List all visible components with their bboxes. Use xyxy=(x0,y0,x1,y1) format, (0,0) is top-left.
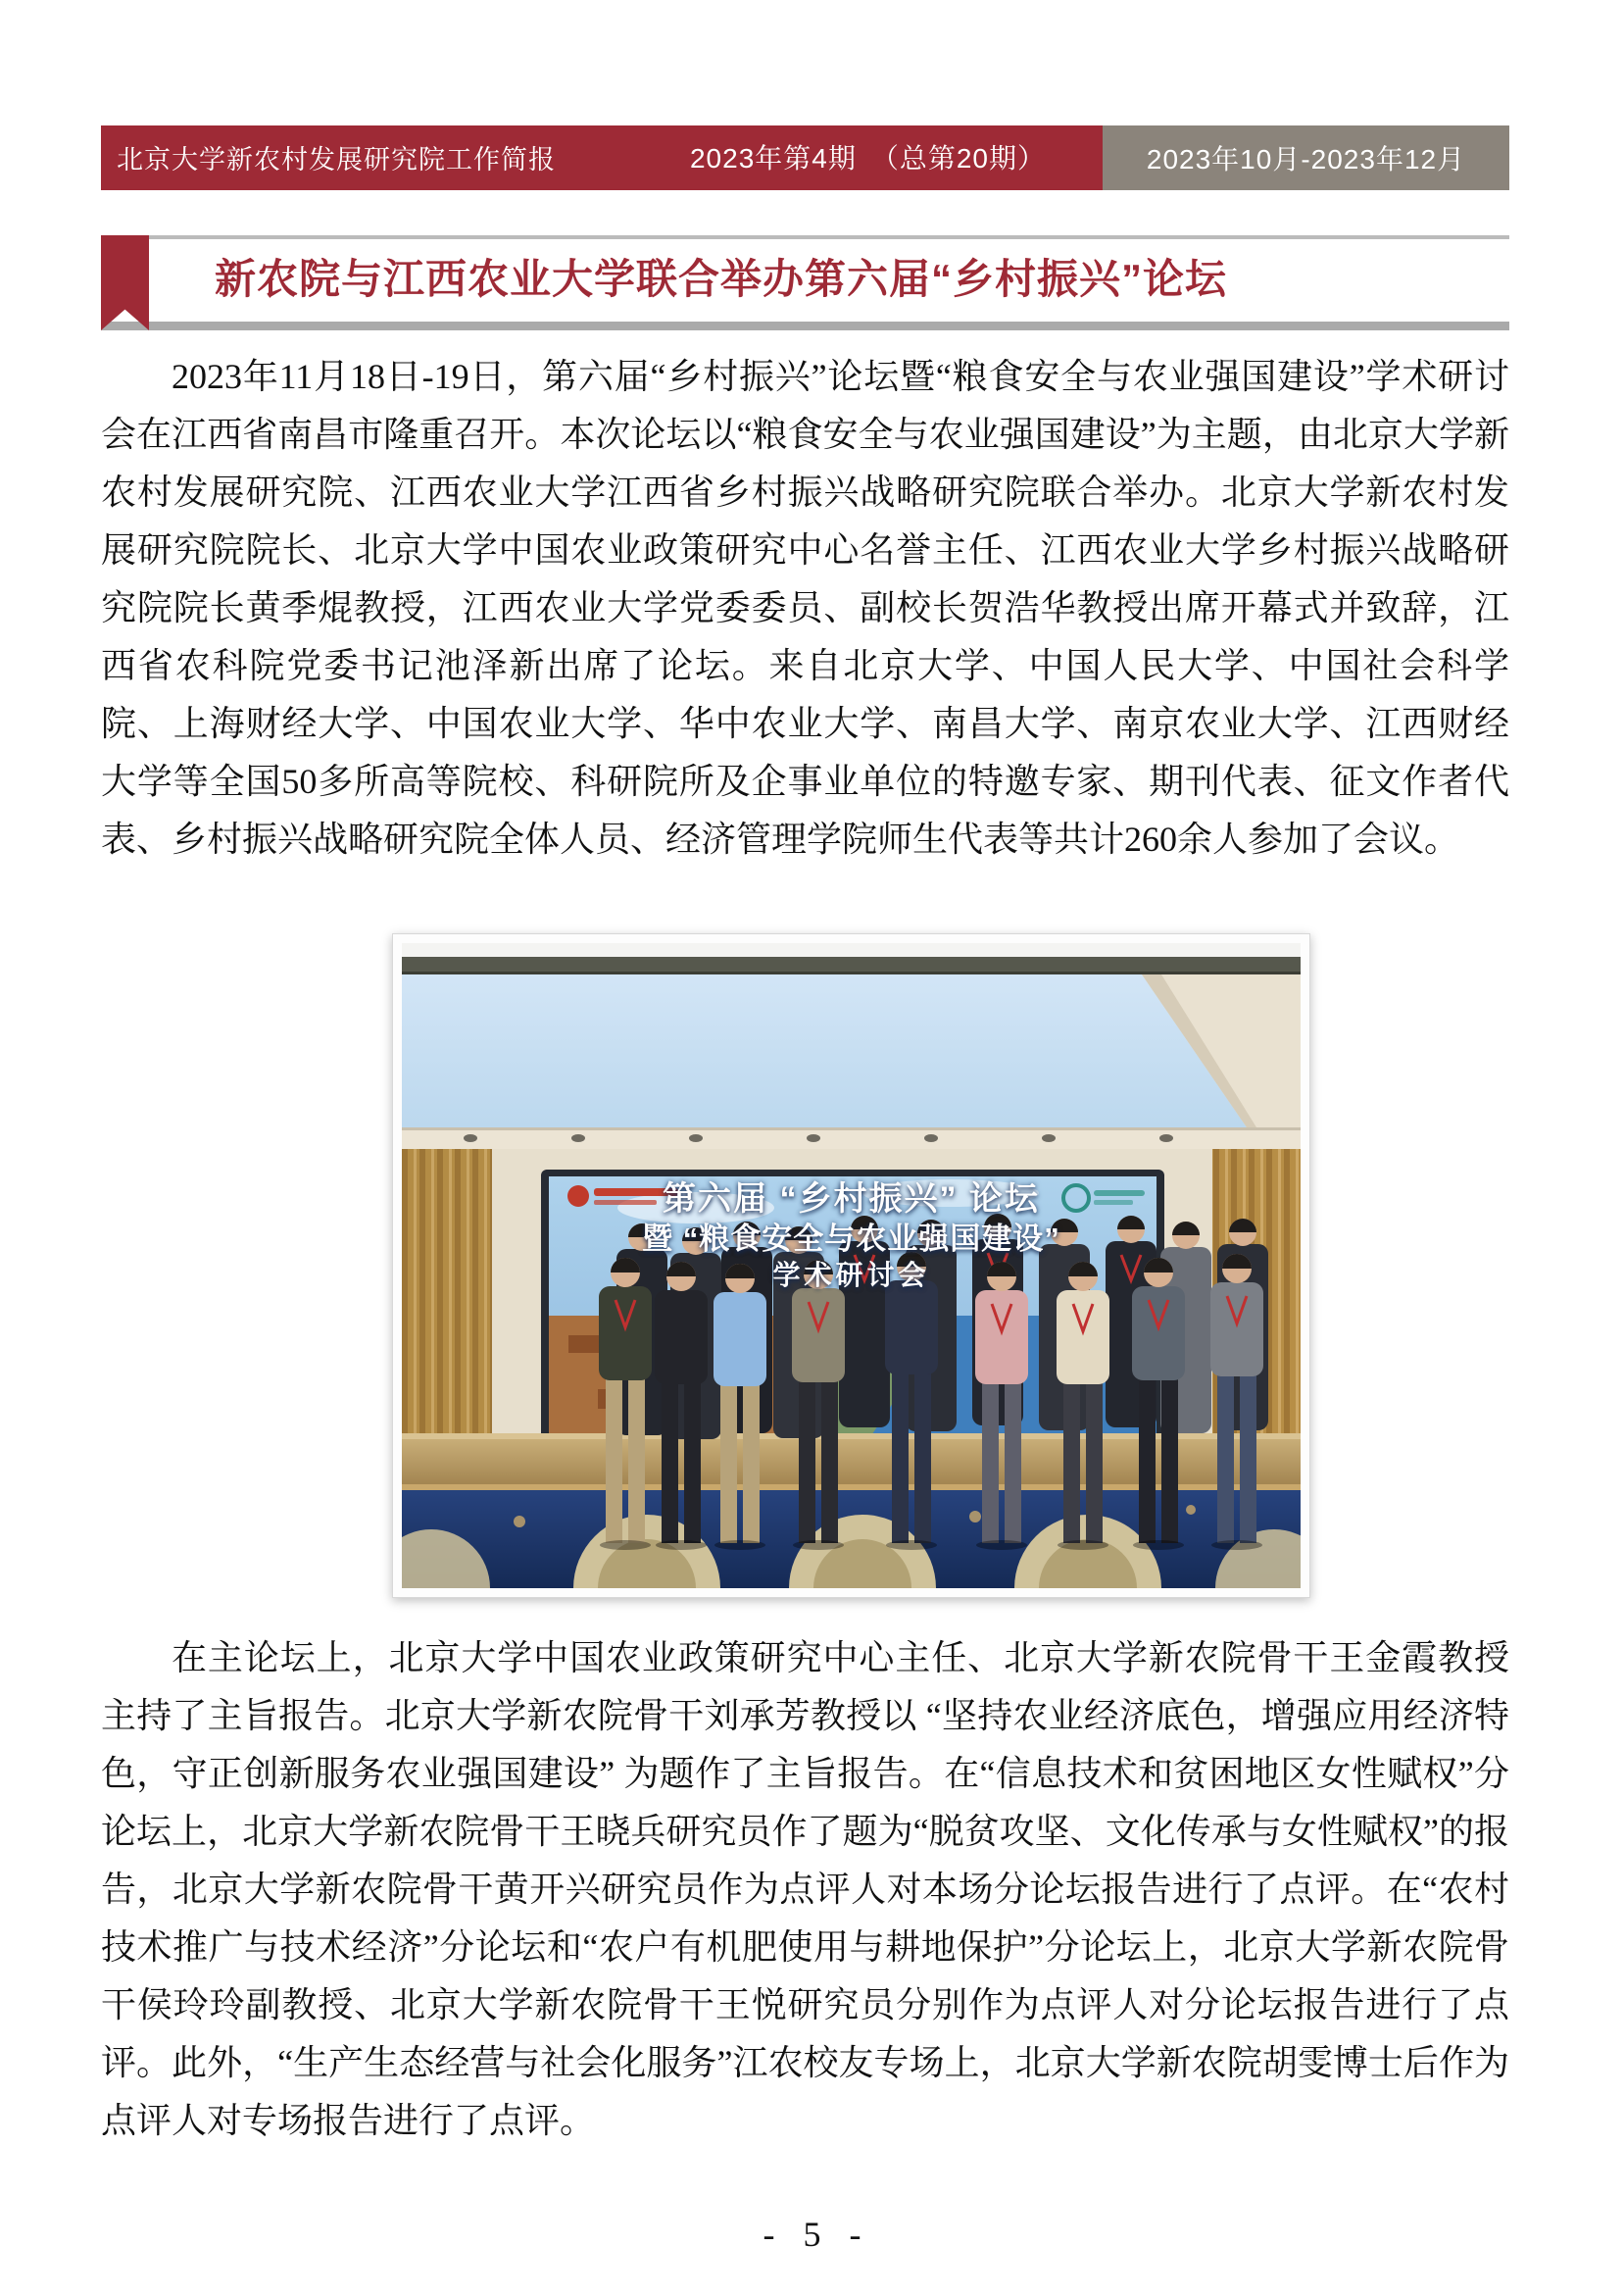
forum-group-photo xyxy=(392,933,1310,1598)
article-paragraph-2: 在主论坛上，北京大学中国农业政策研究中心主任、北京大学新农院骨干王金霞教授主持了主旨报告。北京大学新农院骨干刘承芳教授以 “坚持农业经济底色，增强应用经济特色，守正创新服务农业强国建设” 为题作了主旨报告。在“信息技术和贫困地区女性赋权”分论坛上，北京大学新农院骨干王晓兵研究员作了题为“脱贫攻坚、文化传承与女性赋权”的报告，北京大学新农院骨干黄开兴研究员作为点评人对本场分论坛报告进行了点评。在“农村技术推广与技术经济”分论坛和“农户有机肥使用与耕地保护”分论坛上，北京大学新农院骨干侯玲玲副教授、北京大学新农院骨干王悦研究员分别作为点评人对分论坛报告进行了点评。此外，“生产生态经营与社会化服务”江农校友专场上，北京大学新农院胡雯博士后作为点评人对专场报告进行了点评。 xyxy=(101,1638,1509,2140)
page-number: - 5 - xyxy=(763,2215,861,2254)
bookmark-ribbon-icon xyxy=(101,235,149,330)
header-red-band xyxy=(101,125,1103,190)
header-date-band xyxy=(1103,125,1509,190)
article-title-block xyxy=(101,235,1509,330)
photo-illustration xyxy=(402,943,1301,1588)
screen-banner-line2: 暨 “粮食安全与农业强国建设” xyxy=(642,1221,1060,1256)
article-title: 新农院与江西农业大学联合举办第六届“乡村振兴”论坛 xyxy=(215,256,1228,302)
photo-scene xyxy=(402,943,1301,1588)
title-top-rule xyxy=(111,235,1509,239)
title-bottom-rule xyxy=(101,322,1509,330)
left-curtain xyxy=(402,1149,492,1482)
date-range: 2023年10月-2023年12月 xyxy=(1146,144,1466,175)
page-header-bar xyxy=(101,125,1509,190)
screen-banner-line3: 学术研讨会 xyxy=(772,1260,930,1291)
issue-number: 2023年第4期 （总第20期） xyxy=(689,143,1046,174)
newsletter-title: 北京大学新农村发展研究院工作简报 xyxy=(117,144,556,175)
article-paragraph-1: 2023年11月18日-19日，第六届“乡村振兴”论坛暨“粮食安全与农业强国建设”学术研讨会在江西省南昌市隆重召开。本次论坛以“粮食安全与农业强国建设”为主题，由北京大学新农村发展研究院、江西农业大学江西省乡村振兴战略研究院联合举办。北京大学新农村发展研究院院长、北京大学中国农业政策研究中心名誉主任、江西农业大学乡村振兴战略研究院院长黄季焜教授，江西农业大学党委委员、副校长贺浩华教授出席开幕式并致辞，江西省农科院党委书记池泽新出席了论坛。来自北京大学、中国人民大学、中国社会科学院、上海财经大学、中国农业大学、华中农业大学、南昌大学、南京农业大学、江西财经大学等全国50多所高等院校、科研院所及企事业单位的特邀专家、期刊代表、征文作者代表、乡村振兴战略研究院全体人员、经济管理学院师生代表等共计260余人参加了会议。 xyxy=(101,357,1509,859)
screen-banner-line1: 第六届 “乡村振兴” 论坛 xyxy=(663,1180,1040,1219)
